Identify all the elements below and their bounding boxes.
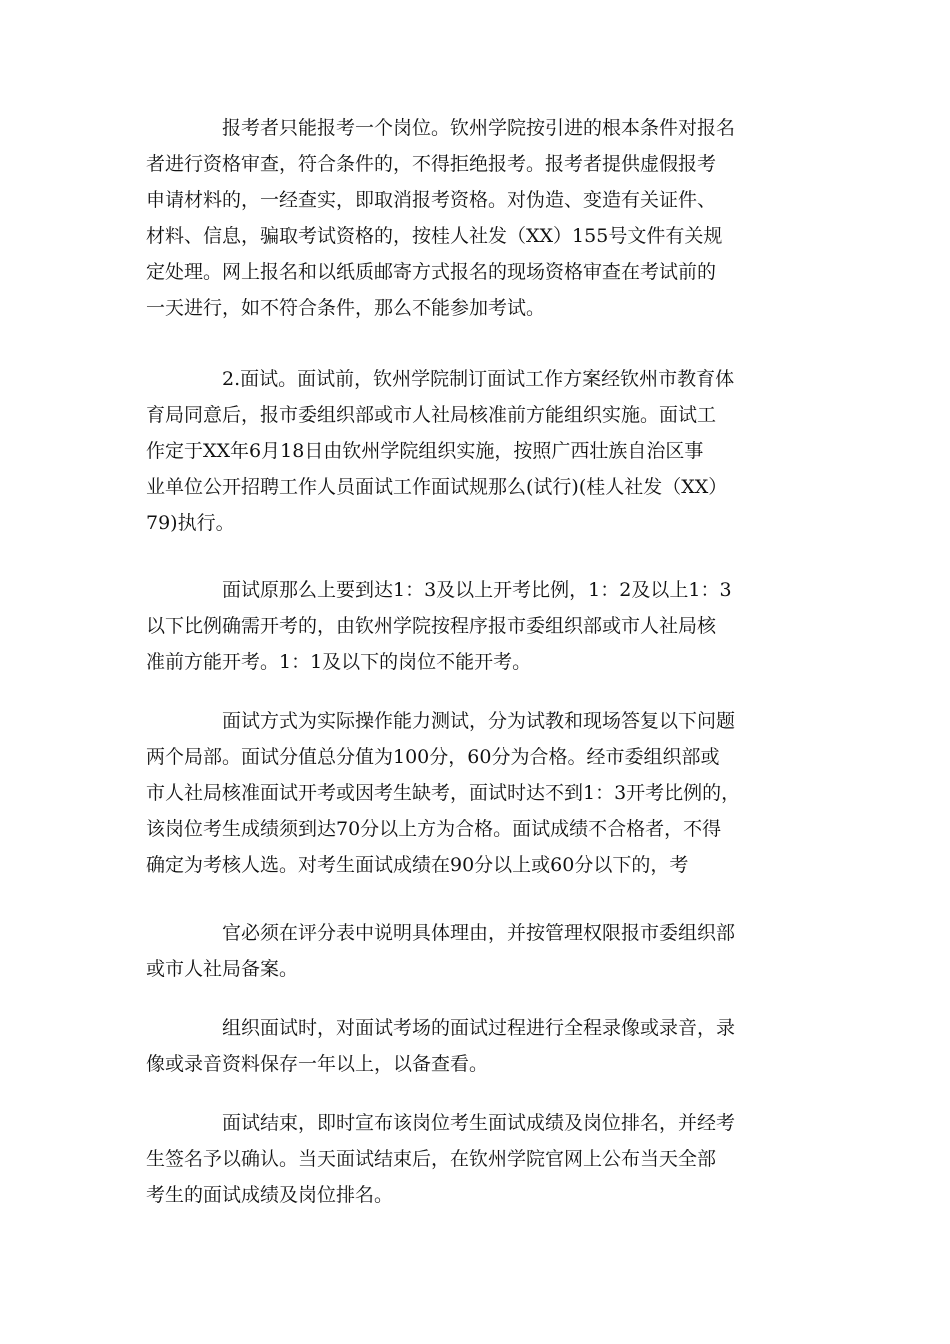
text-line: 79)执行。 (146, 512, 235, 534)
text-line: 者进行资格审查，符合条件的，不得拒绝报考。报考者提供虚假报考 (146, 153, 717, 175)
text-line: 材料、信息，骗取考试资格的，按桂人社发（XX）155号文件有关规 (146, 225, 723, 247)
text-line: 2.面试。面试前，钦州学院制订面试工作方案经钦州市教育体 (222, 368, 735, 390)
text-line: 准前方能开考。1：1及以下的岗位不能开考。 (146, 651, 532, 673)
paragraph-qualification-review (146, 110, 806, 326)
text-line: 定处理。网上报名和以纸质邮寄方式报名的现场资格审查在考试前的 (146, 261, 717, 283)
paragraph-examiner-record (146, 915, 806, 987)
text-line: 作定于XX年6月18日由钦州学院组织实施，按照广西壮族自治区事 (146, 440, 704, 462)
text-line: 业单位公开招聘工作人员面试工作面试规那么(试行)(桂人社发（XX） (146, 476, 728, 498)
paragraph-results (146, 1105, 806, 1213)
text-line: 该岗位考生成绩须到达70分以上方为合格。面试成绩不合格者，不得 (146, 818, 722, 840)
text-line: 两个局部。面试分值总分值为100分，60分为合格。经市委组织部或 (146, 746, 720, 768)
paragraph-interview (146, 361, 806, 541)
text-line: 申请材料的，一经查实，即取消报考资格。对伪造、变造有关证件、 (146, 189, 717, 211)
text-line: 市人社局核准面试开考或因考生缺考，面试时达不到1：3开考比例的， (146, 782, 741, 804)
text-line: 一天进行，如不符合条件，那么不能参加考试。 (146, 297, 546, 319)
paragraph-exam-ratio (146, 572, 806, 680)
text-line: 或市人社局备案。 (146, 958, 299, 980)
paragraph-interview-method (146, 703, 806, 883)
text-line: 面试方式为实际操作能力测试，分为试教和现场答复以下问题 (222, 710, 736, 732)
text-line: 报考者只能报考一个岗位。钦州学院按引进的根本条件对报名 (222, 117, 736, 139)
text-line: 面试原那么上要到达1：3及以上开考比例，1：2及以上1：3 (222, 579, 732, 601)
text-line: 面试结束，即时宣布该岗位考生面试成绩及岗位排名，并经考 (222, 1112, 736, 1134)
paragraph-recording (146, 1010, 806, 1082)
text-line: 以下比例确需开考的，由钦州学院按程序报市委组织部或市人社局核 (146, 615, 717, 637)
text-line: 像或录音资料保存一年以上，以备查看。 (146, 1053, 489, 1075)
text-line: 官必须在评分表中说明具体理由，并按管理权限报市委组织部 (222, 922, 736, 944)
text-line: 育局同意后，报市委组织部或市人社局核准前方能组织实施。面试工 (146, 404, 717, 426)
text-line: 组织面试时，对面试考场的面试过程进行全程录像或录音，录 (222, 1017, 736, 1039)
text-line: 生签名予以确认。当天面试结束后，在钦州学院官网上公布当天全部 (146, 1148, 717, 1170)
text-line: 确定为考核人选。对考生面试成绩在90分以上或60分以下的，考 (146, 854, 689, 876)
text-line: 考生的面试成绩及岗位排名。 (146, 1184, 394, 1206)
